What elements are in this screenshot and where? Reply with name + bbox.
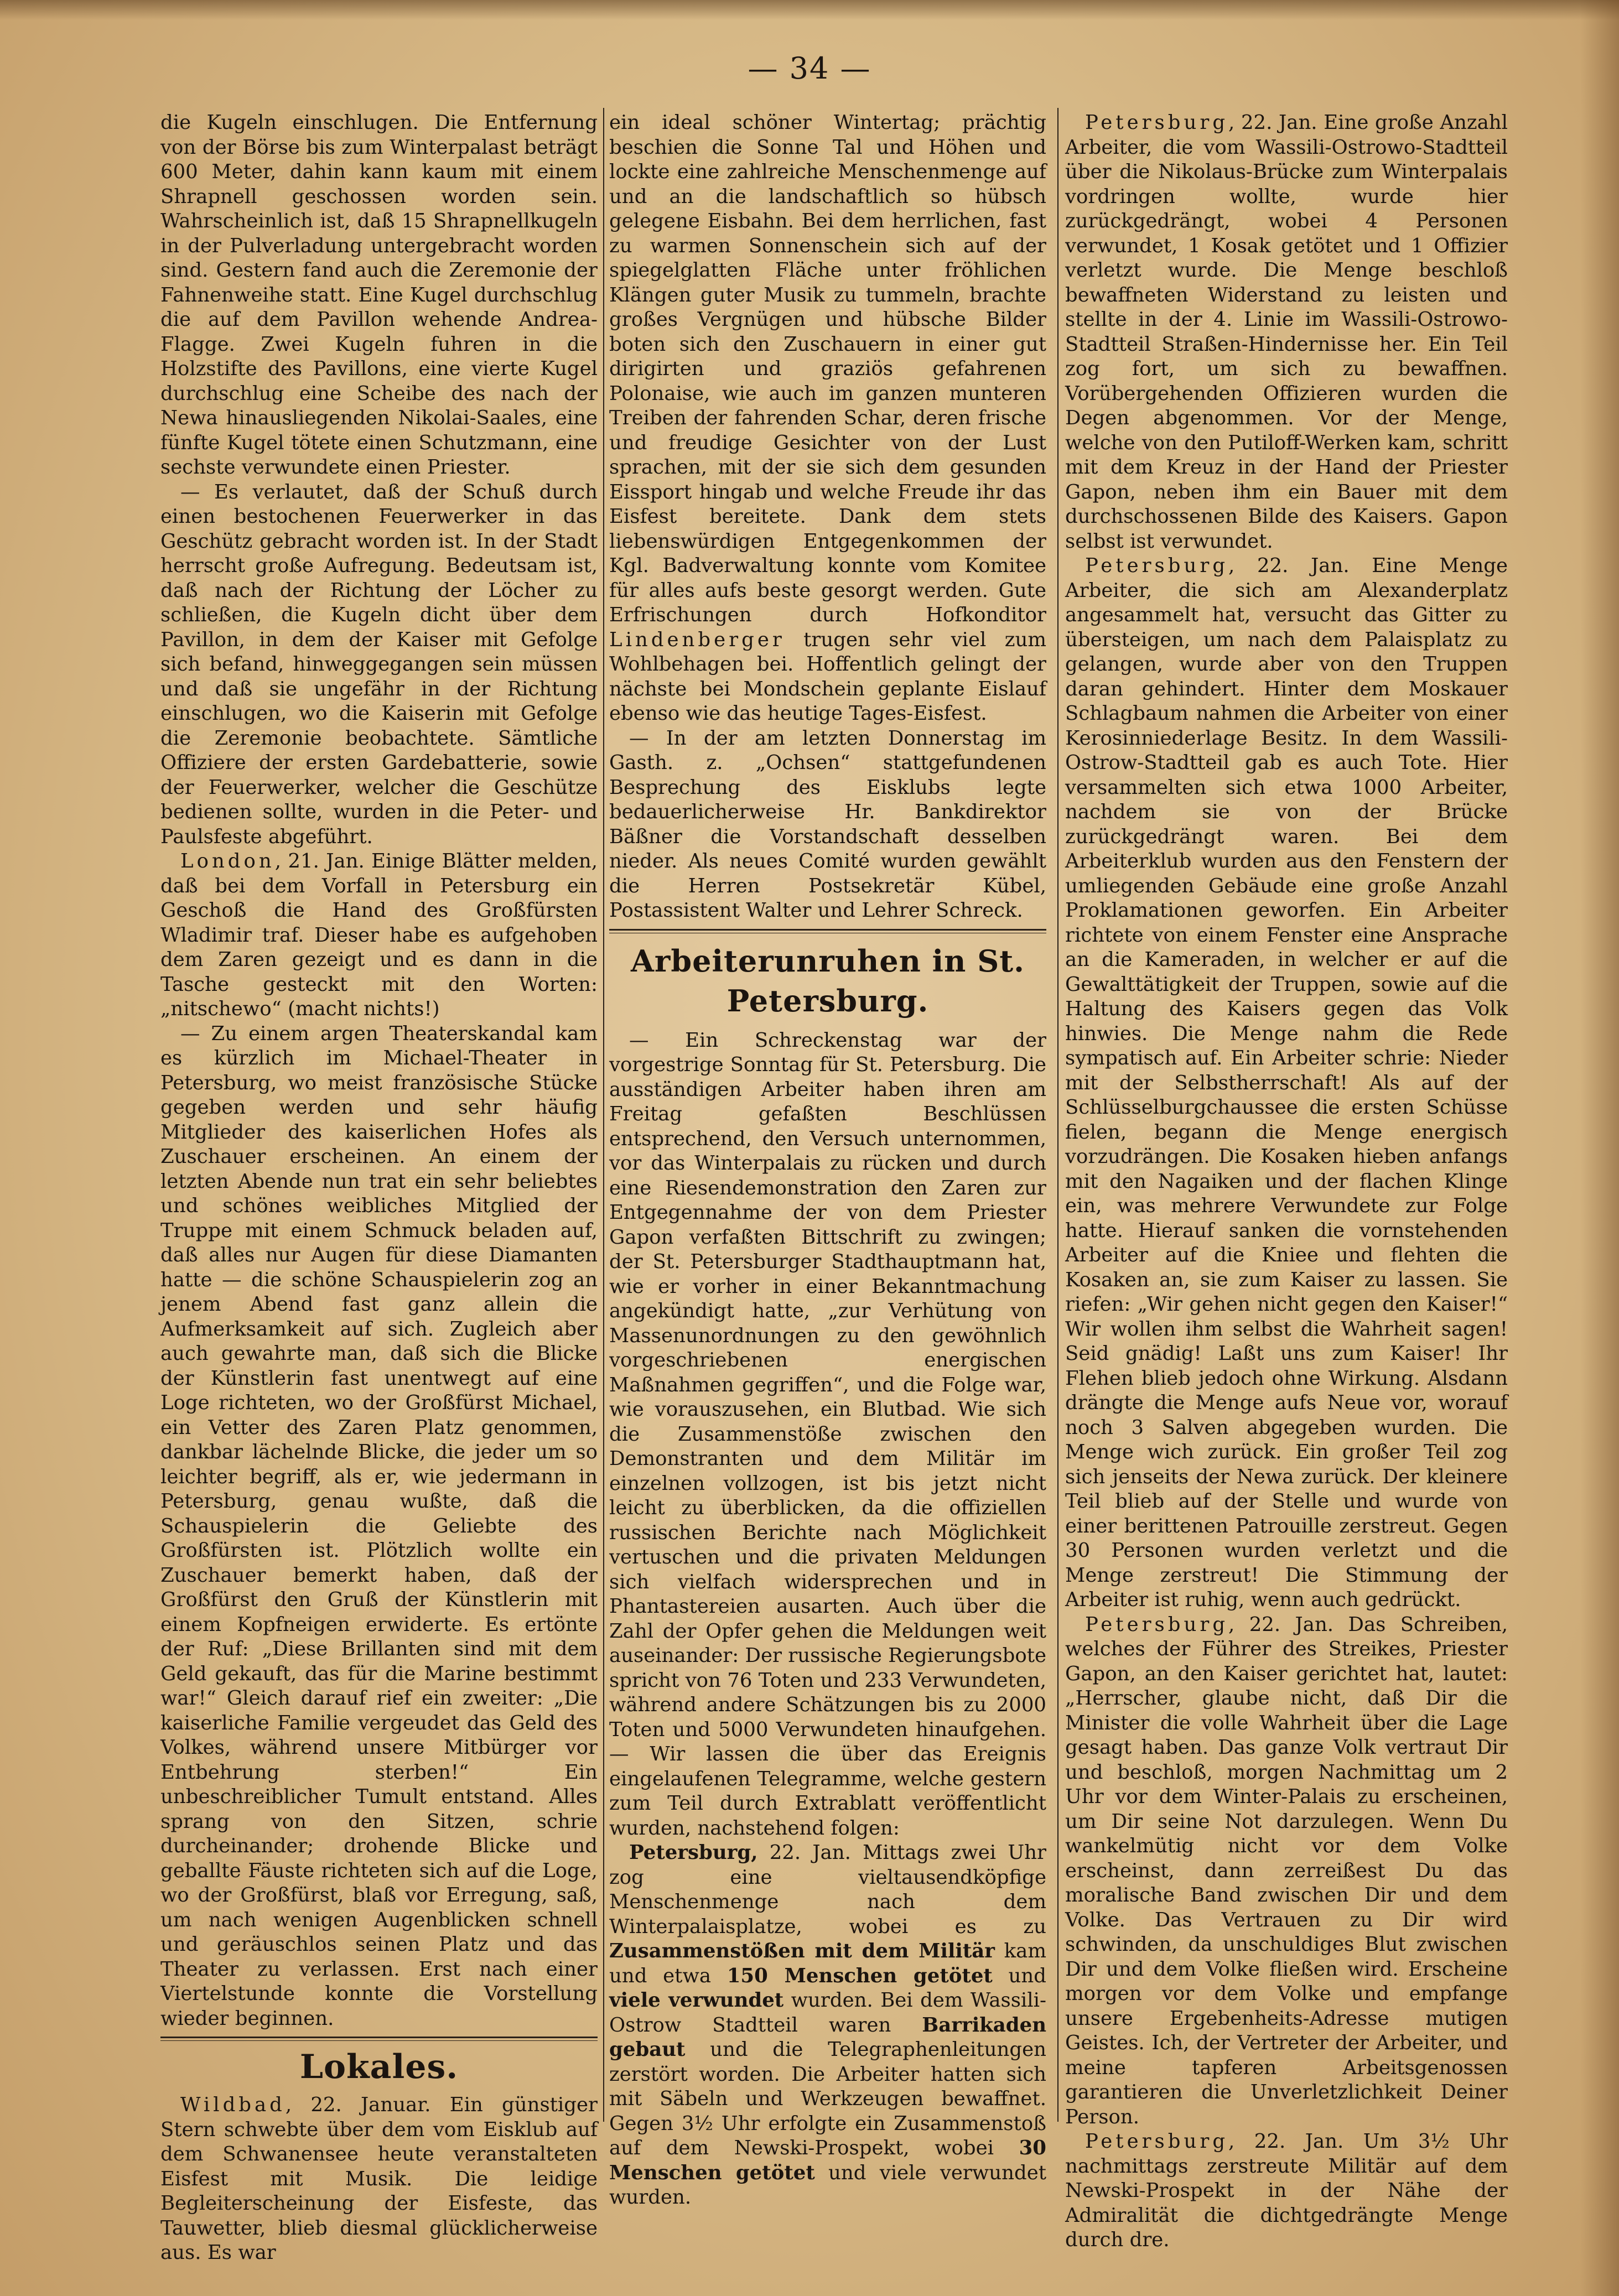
- dateline-petersburg-5: Petersburg: [1085, 2130, 1229, 2153]
- paragraph-eisfest-text: ein ideal schöner Wintertag; prächtig beschien die Sonne Tal und Höhen und lockte eine zahlreiche Menschenmenge auf und an die landschaftlich so hübsch gelegene Eisbahn. Bei dem herrlichen, fast zu warmen Sonnenschein sich auf der spiegelglatten Fläche unter fröhlichen Klängen guter Musik zu tummeln, brachte großes Vergnügen und hübsche Bilder boten sich den Zuschauern in einer gut dirigirten und graziös gefahrenen Polonaise, wie auch im ganzen munteren Treiben der fahrenden Schar, deren frische und freudige Gesichter von der Lust sprachen, mit der sie sich dem gesunden Eissport hingab und welche Freude ihr das Eisfest bereitete. Dank dem stets liebenswürdigen Entgegenkommen der Kgl. Badverwaltung konnte vom Komitee für alles aufs beste gesorgt werden. Gute Erfrischungen durch Hofkonditor: [609, 111, 1046, 626]
- paragraph-theaterskandal: — Zu einem argen Theaterskandal kam es kürzlich im Michael-Theater in Petersburg, wo meist französische Stücke gegeben werden und sehr häufig Mitglieder des kaiserlichen Hofes als Zuschauer erscheinen. An einem der letzten Abende nun trat ein sehr beliebtes und schönes weibliches Mitglied der Truppe mit einem Schmuck beladen auf, daß alles nur Augen für diese Diamanten hatte — die schöne Schauspielerin zog an jenem Abend fast ganz allein die Aufmerksamkeit auf sich. Zugleich aber auch gewahrte man, daß sich die Blicke der Künstlerin fast unentwegt auf eine Loge richteten, wo der Großfürst Michael, ein Vetter des Zaren Platz genommen, dankbar lächelnde Blicke, die jeder um so leichter begriff, als er, wie jedermann in Petersburg, genau wußte, daß die Schauspielerin die Geliebte des Großfürsten ist. Plötzlich wollte ein Zuschauer bemerkt haben, daß der Großfürst den Gruß der Künstlerin mit einem Kopfneigen erwiderte. Es ertönte der Ruf: „Diese Brillanten sind mit dem Geld gekauft, das für die Marine bestimmt war!“ Gleich darauf rief ein zweiter: „Die kaiserliche Familie vergeudet das Geld des Volkes, während unsere Mitbürger vor Entbehrung sterben!“ Ein unbeschreiblicher Tumult entstand. Alles sprang von den Sitzen, schrie durcheinander; drohende Blicke und geballte Fäuste richteten sich auf die Loge, wo der Großfürst, blaß vor Erregung, saß, um nach wenigen Augenblicken schnell und geräuschlos seinen Platz und das Theater zu verlassen. Erst nach einer Viertelstunde konnte die Vorstellung wieder beginnen.: [160, 1022, 598, 2030]
- dateline-petersburg-3: Petersburg: [1085, 554, 1229, 577]
- paragraph-schreckenstag: — Ein Schreckenstag war der vorgestrige Sonntag für St. Petersburg. Die ausständigen Arbeiter haben ihren am Freitag gefaßten Beschlüssen entsprechend, den Versuch unternommen, vor das Winterpalais zu rücken und durch eine Riesendemonstration den Zaren zur Entgegennahme der von dem Priester Gapon verfaßten Bittschrift zu zwingen; der St. Petersburger Stadthauptmann hat, wie er vorher in einer Bekanntmachung angekündigt hatte, „zur Verhütung von Massenunordnungen zu den gewöhnlich vorgeschriebenen energischen Maßnahmen gegriffen“, und die Folge war, wie vorauszusehen, ein Blutbad. Wie sich die Zusammenstöße zwischen den Demonstranten und dem Militär im einzelnen vollzogen, ist bis jetzt nicht leicht zu überblicken, da die offiziellen russischen Berichte nach Möglichkeit vertuschen und die privaten Meldungen sich vielfach widersprechen und in Phantastereien ausarten. Auch über die Zahl der Opfer gehen die Meldungen weit auseinander: Der russische Regierungsbote spricht von 76 Toten und 233 Verwundeten, während andere Schätzungen bis zu 2000 Toten und 5000 Verwundeten hinaufgehen. — Wir lassen die über das Ereignis eingelaufenen Telegramme, welche gestern zum Teil durch Extrablatt veröffentlicht wurden, nachstehend folgen:: [609, 1028, 1046, 1840]
- telegram-1-emph-30: 30 Menschen getötet: [609, 2137, 1046, 2184]
- telegram-1-text-c: kam und etwa: [609, 1940, 1046, 1987]
- telegram-3-text: , 22. Jan. Eine Menge Arbeiter, die sich am Alexanderplatz angesammelt hat, versucht das Gitter zu übersteigen, um nach dem Palaisplatz zu gelangen, wurde aber von den Truppen daran gehindert. Hinter dem Moskauer Schlagbaum nahmen die Arbeiter von einer Kerosinniederlage Besitz. In dem Wassili-Ostrow-Stadtteil gab es auch Tote. Hier versammelten sich etwa 1000 Arbeiter, nachdem sie von der Brücke zurückgedrängt waren. Bei dem Arbeiterklub wurden aus den Fenstern der umliegenden Gebäude eine große Anzahl Proklamationen geworfen. Ein Arbeiter richtete von einem Fenster eine Ansprache an die Kameraden, in welcher er auf die Gewalttätigkeit der Truppen, sowie auf die Haltung des Kaisers gegen das Volk hinwies. Die Menge nahm die Rede sympatisch auf. Ein Arbeiter schrie: Nieder mit der Selbstherrschaft! Als auf der Schlüsselburgchaussee die ersten Schüsse fielen, begann die Menge energisch vorzudrängen. Die Kosaken hieben anfangs mit den Nagaiken und der flachen Klinge ein, was mehrere Verwundete zur Folge hatte. Hierauf sanken die vornstehenden Arbeiter auf die Kniee und flehten die Kosaken an, sie zum Kaiser zu lassen. Sie riefen: „Wir gehen nicht gegen den Kaiser!“ Wir wollen ihm selbst die Wahrheit sagen! Seid gnädig! Laßt uns zum Kaiser! Ihr Flehen blieb jedoch ohne Wirkung. Alsdann drängte die Menge aufs Neue vor, worauf noch 3 Salven abgegeben wurden. Die Menge wich zurück. Ein großer Teil zog sich jenseits der Newa zurück. Der kleinere Teil blieb auf der Stelle und wurde von einer berittenen Patrouille zerstreut. Gegen 30 Personen wurden verletzt und die Menge zerstreut! Die Stimmung der Arbeiter ist ruhig, wenn auch gedrückt.: [1065, 554, 1508, 1611]
- section-divider-2: [609, 929, 1046, 933]
- paragraph-eisfest: [609, 111, 1046, 726]
- dateline-wildbad: Wildbad: [180, 2094, 286, 2116]
- section-divider: [160, 2037, 598, 2041]
- telegram-1-emph-barrikaden: Barrikaden gebaut: [609, 2013, 1046, 2061]
- paragraph-telegram-1: [609, 1841, 1046, 2210]
- paragraph-wildbad: [160, 2093, 598, 2266]
- paragraph-telegram-5: [1065, 2129, 1508, 2253]
- column-rule-2: [1057, 108, 1058, 2122]
- paragraph-london: [160, 849, 598, 1022]
- section-heading-lokales: Lokales.: [299, 2048, 459, 2086]
- telegram-1-text-k: und viele verwundet wurden.: [609, 2161, 1046, 2209]
- paragraph-telegram-3: [1065, 554, 1508, 1613]
- telegram-4-text: , 22. Jan. Das Schreiben, welches der Führer des Streikes, Priester Gapon, an den Kaiser gerichtet hat, lautet: „Herrscher, glaube nicht, daß Dir die Minister die volle Wahrheit über die Lage gesagt haben. Das ganze Volk vertraut Dir und beschloß, morgen Nachmittag um 2 Uhr vor dem Winter-Palais zu erscheinen, um Dir seine Not darzulegen. Wenn Du wankelmütig nicht vor dem Volke erscheinst, dann zerreißest Du das moralische Band zwischen Dir und dem Volke. Das Vertrauen zu Dir wird schwinden, da unschuldiges Blut zwischen Dir und dem Volke fließen wird. Erscheine morgen vor dem Volke und empfange unsere Ergebenheits-Adresse mutigen Geistes. Ich, der Vertreter der Arbeiter, und meine tapferen Arbeitsgenossen garantieren die Unverletzlichkeit Deiner Person.: [1065, 1613, 1508, 2128]
- telegram-1-text-a: 22. Jan. Mittags zwei Uhr zog eine vieltausendköpfige Menschenmenge nach dem Winterpalaisplatze, wobei es zu: [609, 1841, 1046, 1938]
- telegram-2-text: , 22. Jan. Eine große Anzahl Arbeiter, die vom Wassili-Ostrowo-Stadtteil über die Nikolaus-Brücke zum Winterpalais vordringen wollte, wurde hier zurückgedrängt, wobei 4 Personen verwundet, 1 Kosak getötet und 1 Offizier verletzt wurde. Die Menge beschloß bewaffneten Widerstand zu leisten und stellte in der 4. Linie im Wassili-Ostrowo-Stadtteil Straßen-Hindernisse her. Ein Teil zog fort, um sich zu bewaffnen. Vorübergehenden Offizieren wurden die Degen abgenommen. Vor der Menge, welche von den Putiloff-Werken kam, schritt mit dem Kreuz in der Hand der Priester Gapon, neben ihm ein Bauer mit dem durchschossenen Bilde des Kaisers. Gapon selbst ist verwundet.: [1065, 111, 1508, 553]
- paragraph-telegram-2: [1065, 111, 1508, 554]
- dateline-petersburg-1: Petersburg,: [629, 1841, 758, 1864]
- page-top-shadow: [0, 0, 1619, 20]
- column-1: [160, 111, 598, 2264]
- dateline-petersburg-2: Petersburg: [1085, 111, 1229, 134]
- paragraph-eisklub: — In der am letzten Donnerstag im Gasth. z. „Ochsen“ stattgefundenen Besprechung des Eisklubs legte bedauerlicherweise Hr. Bankdirektor Bäßner die Vorstandschaft desselben nieder. Als neues Comité wurden gewählt die Herren Postsekretär Kübel, Postassistent Walter und Lehrer Schreck.: [609, 726, 1046, 922]
- dateline-london: London: [180, 850, 275, 872]
- telegram-1-emph-150: 150 Menschen getötet: [727, 1964, 993, 1987]
- column-2: [609, 111, 1046, 2209]
- dateline-petersburg-4: Petersburg: [1085, 1613, 1229, 1636]
- paragraph-london-text: , 21. Jan. Einige Blätter melden, daß bei dem Vorfall in Petersburg ein Geschoß die Hand des Großfürsten Wladimir traf. Dieser habe es aufgehoben dem Zaren gezeigt und es dann in die Tasche gesteckt mit den Worten: „nitschewo“ (macht nichts!): [160, 850, 598, 1020]
- section-heading-arbeiterunruhen: Arbeiterunruhen in St. Petersburg.: [631, 943, 1025, 1019]
- page-number: — 34 —: [748, 51, 871, 86]
- column-3: [1065, 111, 1508, 2251]
- telegram-1-text-i: und die Telegraphenleitungen zerstört worden. Die Arbeiter hatten sich mit Säbeln und Werkzeugen bewaffnet. Gegen 3½ Uhr erfolgte ein Zusammenstoß auf dem Newski-Prospekt, wobei: [609, 2038, 1046, 2159]
- paragraph-kugeln: die Kugeln einschlugen. Die Entfernung von der Börse bis zum Winterpalast beträgt 600 Meter, dahin kann kaum mit einem Shrapnell geschossen worden sein. Wahrscheinlich ist, daß 15 Shrapnellkugeln in der Pulverladung untergebracht worden sind. Gestern fand auch die Zeremonie der Fahnenweihe statt. Eine Kugel durchschlug die auf dem Pavillon wehende Andrea-Flagge. Zwei Kugeln fuhren in die Holzstifte des Pavillons, eine vierte Kugel durchschlug eine Scheibe des nach der Newa hinausliegenden Nikolai-Saales, eine fünfte Kugel tötete einen Schutzmann, eine sechste verwundete einen Priester.: [160, 111, 598, 479]
- column-rule-1: [603, 108, 604, 2122]
- paragraph-schuss: — Es verlautet, daß der Schuß durch einen bestochenen Feuerwerker in das Geschütz gebracht worden ist. In der Stadt herrscht große Aufregung. Bedeutsam ist, daß nach der Richtung der Löcher zu schließen, die Kugeln dicht über dem Pavillon, in dem der Kaiser mit Gefolge sich befand, hinweggegangen sein müssen und daß sie ungefähr in der Richtung einschlugen, wo die Kaiserin mit Gefolge die Zeremonie beobachtete. Sämtliche Offiziere der ersten Gardebatterie, sowie der Feuerwerker, welcher die Geschütze bedienen sollte, wurden in die Peter- und Paulsfeste abgeführt.: [160, 480, 598, 848]
- paragraph-eisfest-end: trugen sehr viel zum Wohlbehagen bei. Hoffentlich gelingt der nächste bei Mondschein geplante Eislauf ebenso wie das heutige Tages-Eisfest.: [609, 628, 1046, 725]
- telegram-1-text-g: wurden. Bei dem Wassili-Ostrow Stadtteil waren: [609, 1989, 1046, 2037]
- paragraph-telegram-4: [1065, 1613, 1508, 2130]
- telegram-1-emph-zusammenstoesse: Zusammenstößen mit dem Militär: [609, 1940, 995, 1962]
- paragraph-wildbad-text: , 22. Januar. Ein günstiger Stern schwebte über dem vom Eisklub auf dem Schwanensee heute veranstalteten Eisfest mit Musik. Die leidige Begleiterscheinung der Eisfeste, das Tauwetter, blieb diesmal glücklicherweise aus. Es war: [160, 2094, 598, 2264]
- telegram-1-emph-verwundet: viele verwundet: [609, 1989, 784, 2012]
- telegram-5-text: , 22. Jan. Um 3½ Uhr nachmittags zerstreute Militär auf dem Newski-Prospekt in der Nähe der Admiralität die dichtgedrängte Menge durch dre.: [1065, 2130, 1508, 2251]
- telegram-1-text-e: und: [1008, 1964, 1046, 1987]
- name-lindenberger: Lindenberger: [609, 628, 785, 651]
